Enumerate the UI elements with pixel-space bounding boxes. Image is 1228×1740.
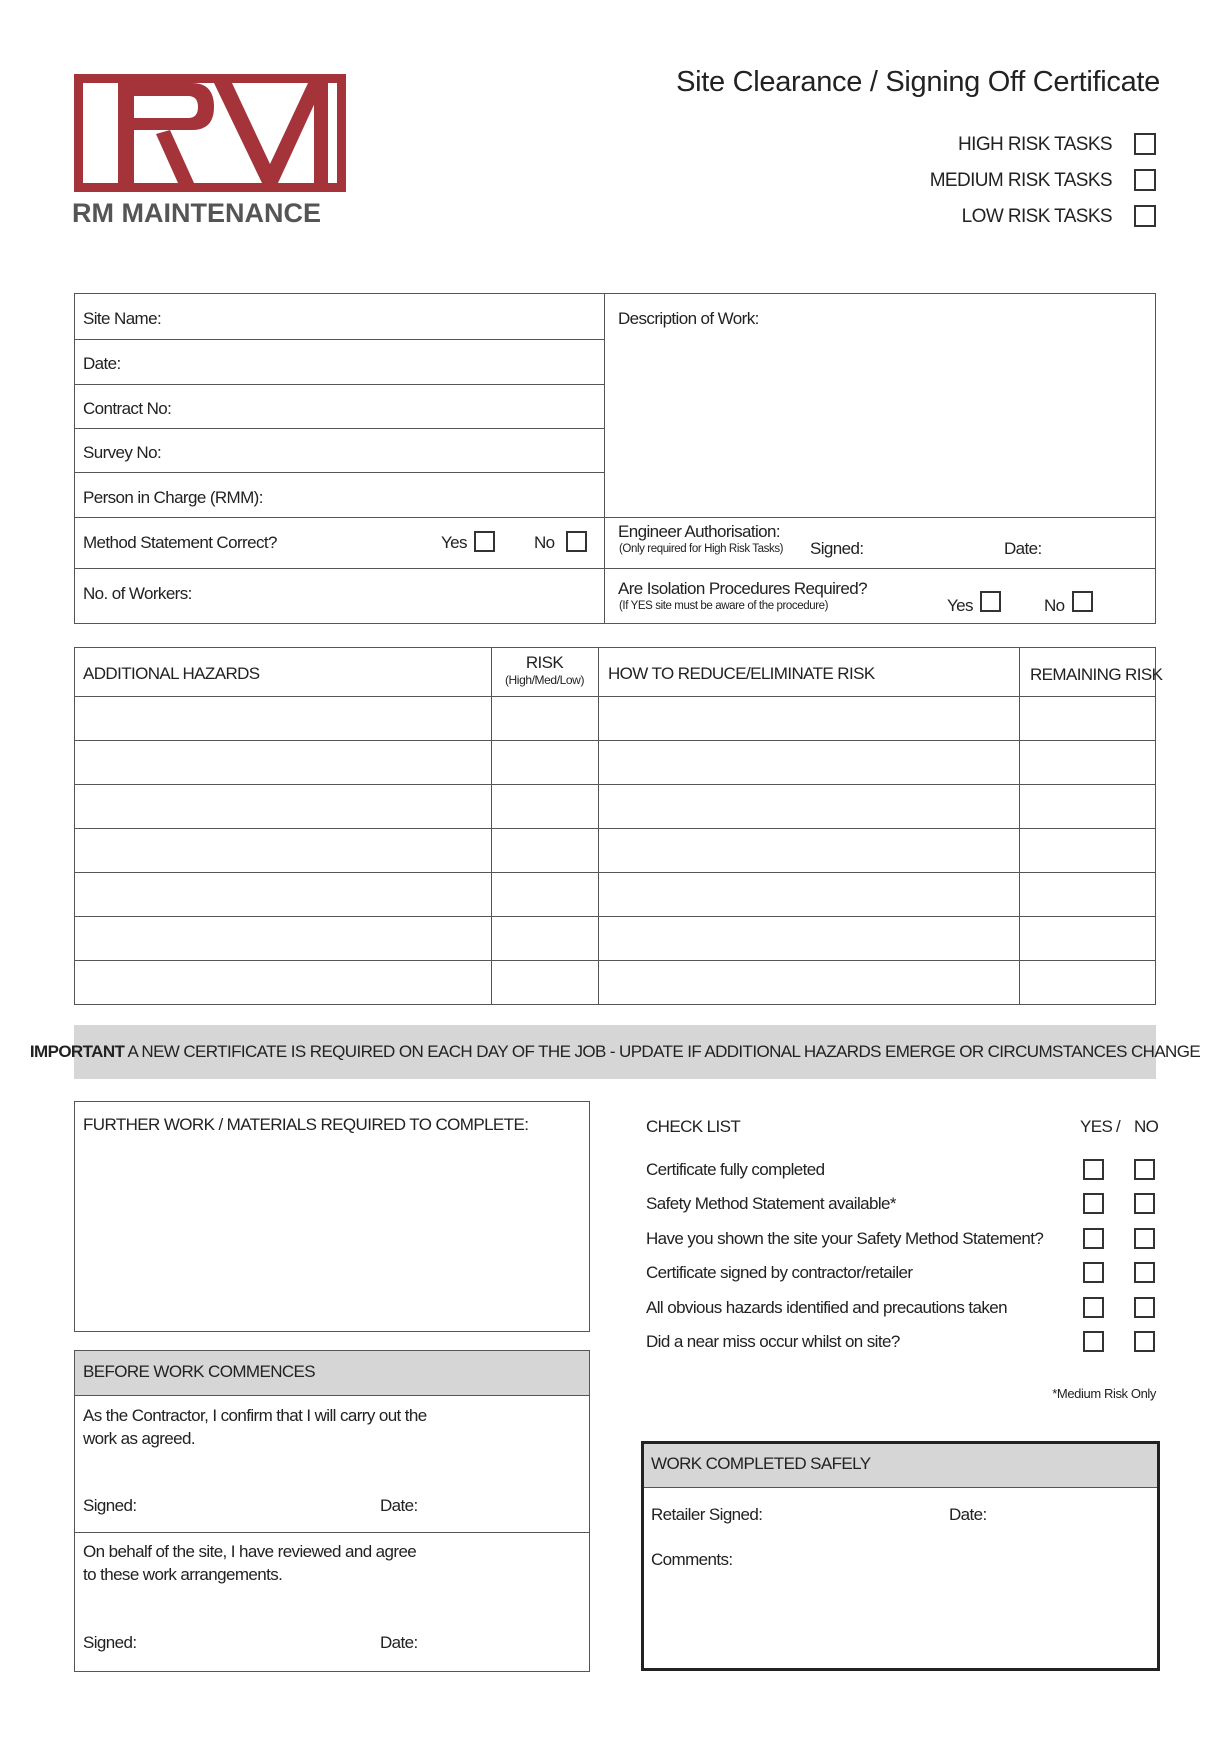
risk-cell[interactable]: [491, 784, 598, 828]
checklist-item-label: Did a near miss occur whilst on site?: [646, 1332, 900, 1351]
remaining-cell[interactable]: [1019, 696, 1156, 740]
work-completed-title: WORK COMPLETED SAFELY: [651, 1454, 871, 1473]
risk-cell[interactable]: [491, 960, 598, 1004]
risk-option-medium-label: MEDIUM RISK TASKS: [929, 170, 1112, 191]
page-title: Site Clearance / Signing Off Certificate: [676, 66, 1160, 98]
checklist-yes-checkbox[interactable]: [1083, 1228, 1104, 1249]
person-in-charge-field[interactable]: Person in Charge (RMM):: [83, 488, 263, 507]
medium-risk-checkbox[interactable]: [1134, 169, 1156, 191]
isolation-yes-checkbox[interactable]: [980, 591, 1001, 612]
checklist-yes-checkbox[interactable]: [1083, 1193, 1104, 1214]
remaining-cell[interactable]: [1019, 784, 1156, 828]
contractor-signed-field[interactable]: Signed:: [83, 1496, 137, 1515]
reduce-cell[interactable]: [598, 784, 1019, 828]
remaining-cell[interactable]: [1019, 872, 1156, 916]
workers-field[interactable]: No. of Workers:: [83, 584, 192, 603]
remaining-cell[interactable]: [1019, 828, 1156, 872]
before-work-title: BEFORE WORK COMMENCES: [83, 1362, 316, 1381]
reduce-cell[interactable]: [598, 696, 1019, 740]
important-banner: [29, 1025, 1201, 1079]
checklist-footnote: *Medium Risk Only: [1052, 1386, 1156, 1401]
engineer-note: (Only required for High Risk Tasks): [619, 543, 784, 555]
checklist-item-label: Have you shown the site your Safety Method Statement?: [646, 1229, 1044, 1248]
checklist-yes-header: YES: [1080, 1117, 1113, 1136]
risk-cell[interactable]: [491, 872, 598, 916]
checklist-item-label: Certificate signed by contractor/retailer: [646, 1263, 913, 1282]
important-text: A NEW CERTIFICATE IS REQUIRED ON EACH DAY OF THE JOB - UPDATE IF ADDITIONAL HAZARDS EMERGE OR CIRCUMSTANCES CHANGE: [127, 1042, 1201, 1061]
engineer-signed-field[interactable]: Signed:: [810, 539, 864, 558]
retailer-date-field[interactable]: Date:: [949, 1505, 987, 1524]
date-field[interactable]: Date:: [83, 354, 121, 373]
checklist-yes-checkbox[interactable]: [1083, 1159, 1104, 1180]
further-work-title: FURTHER WORK / MATERIALS REQUIRED TO COMPLETE:: [83, 1115, 529, 1134]
checklist-item-label: All obvious hazards identified and precautions taken: [646, 1298, 1007, 1317]
risk-cell[interactable]: [491, 828, 598, 872]
hazards-column-header: ADDITIONAL HAZARDS: [83, 664, 260, 683]
site-line-2: to these work arrangements.: [83, 1565, 283, 1584]
isolation-no-label: No: [1044, 596, 1065, 615]
description-field[interactable]: Description of Work:: [618, 309, 759, 328]
hazard-cell[interactable]: [74, 872, 491, 916]
risk-cell[interactable]: [491, 916, 598, 960]
checklist-yes-checkbox[interactable]: [1083, 1262, 1104, 1283]
checklist-no-header: NO: [1134, 1117, 1159, 1136]
site-line-1: On behalf of the site, I have reviewed and agree: [83, 1542, 417, 1561]
hazard-cell[interactable]: [74, 696, 491, 740]
hazard-cell[interactable]: [74, 828, 491, 872]
retailer-signed-field[interactable]: Retailer Signed:: [651, 1505, 763, 1524]
hazard-cell[interactable]: [74, 960, 491, 1004]
risk-cell[interactable]: [491, 696, 598, 740]
company-logo: [74, 74, 346, 234]
remaining-column-header: REMAINING RISK: [1030, 665, 1163, 684]
survey-no-field[interactable]: Survey No:: [83, 443, 162, 462]
checklist-yes-checkbox[interactable]: [1083, 1297, 1104, 1318]
contractor-line-1: As the Contractor, I confirm that I will carry out the: [83, 1406, 427, 1425]
remaining-cell[interactable]: [1019, 960, 1156, 1004]
checklist-no-checkbox[interactable]: [1134, 1193, 1155, 1214]
hazard-cell[interactable]: [74, 784, 491, 828]
rm-logo-mark-icon: [74, 74, 346, 194]
method-statement-no-checkbox[interactable]: [566, 531, 587, 552]
hazard-cell[interactable]: [74, 740, 491, 784]
details-table: [74, 293, 1156, 624]
comments-field[interactable]: Comments:: [651, 1550, 733, 1569]
checklist-item-label: Safety Method Statement available*: [646, 1194, 896, 1213]
isolation-note: (If YES site must be aware of the procedure): [619, 600, 829, 612]
checklist-yes-checkbox[interactable]: [1083, 1331, 1104, 1352]
method-statement-yes-label: Yes: [441, 533, 467, 552]
reduce-cell[interactable]: [598, 828, 1019, 872]
method-statement-yes-checkbox[interactable]: [474, 531, 495, 552]
risk-option-high-label: HIGH RISK TASKS: [958, 134, 1112, 155]
reduce-cell[interactable]: [598, 872, 1019, 916]
engineer-auth-label: Engineer Authorisation:: [618, 522, 780, 541]
important-bold: IMPORTANT: [29, 1042, 125, 1061]
contract-no-field[interactable]: Contract No:: [83, 399, 172, 418]
checklist-no-checkbox[interactable]: [1134, 1262, 1155, 1283]
company-name: RM MAINTENANCE: [72, 198, 321, 228]
contractor-date-field[interactable]: Date:: [380, 1496, 418, 1515]
risk-column-header: RISK: [525, 653, 564, 672]
checklist-slash: /: [1116, 1117, 1121, 1136]
contractor-line-2: work as agreed.: [83, 1429, 195, 1448]
checklist-no-checkbox[interactable]: [1134, 1159, 1155, 1180]
site-date-field[interactable]: Date:: [380, 1633, 418, 1652]
risk-option-low-label: LOW RISK TASKS: [961, 206, 1112, 227]
reduce-cell[interactable]: [598, 740, 1019, 784]
risk-cell[interactable]: [491, 740, 598, 784]
isolation-yes-label: Yes: [947, 596, 973, 615]
site-name-field[interactable]: Site Name:: [83, 309, 162, 328]
checklist-no-checkbox[interactable]: [1134, 1297, 1155, 1318]
remaining-cell[interactable]: [1019, 740, 1156, 784]
site-signed-field[interactable]: Signed:: [83, 1633, 137, 1652]
remaining-cell[interactable]: [1019, 916, 1156, 960]
reduce-column-header: HOW TO REDUCE/ELIMINATE RISK: [608, 664, 875, 683]
checklist-item-label: Certificate fully completed: [646, 1160, 825, 1179]
checklist-no-checkbox[interactable]: [1134, 1228, 1155, 1249]
before-work-box: [74, 1350, 590, 1672]
hazard-cell[interactable]: [74, 916, 491, 960]
isolation-label: Are Isolation Procedures Required?: [618, 579, 867, 598]
reduce-cell[interactable]: [598, 916, 1019, 960]
high-risk-checkbox[interactable]: [1134, 133, 1156, 155]
isolation-no-checkbox[interactable]: [1072, 591, 1093, 612]
risk-column-subheader: (High/Med/Low): [504, 673, 585, 687]
checklist-title: CHECK LIST: [646, 1117, 741, 1136]
checklist-no-checkbox[interactable]: [1134, 1331, 1155, 1352]
reduce-cell[interactable]: [598, 960, 1019, 1004]
method-statement-label: Method Statement Correct?: [83, 533, 277, 552]
further-work-box[interactable]: [74, 1101, 590, 1332]
engineer-date-field[interactable]: Date:: [1004, 539, 1042, 558]
low-risk-checkbox[interactable]: [1134, 205, 1156, 227]
method-statement-no-label: No: [534, 533, 555, 552]
